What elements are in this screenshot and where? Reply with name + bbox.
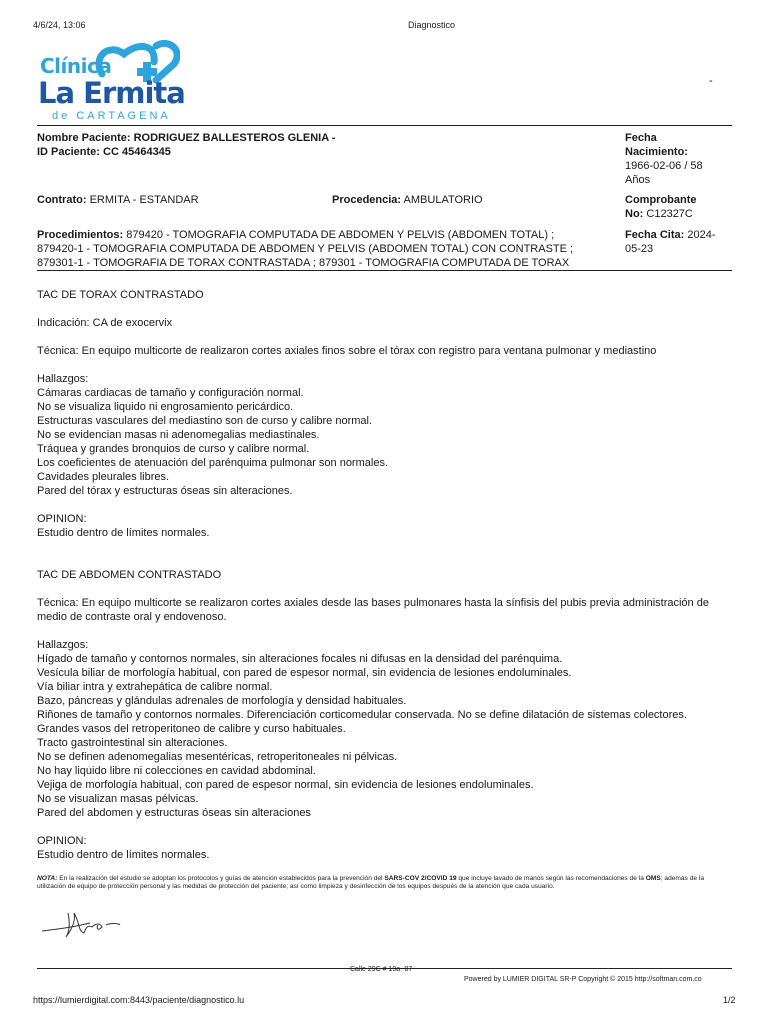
thorax-technique: Técnica: En equipo multicorte de realizaron cortes axiales finos sobre el tórax con registro para ventana pulmonar y mediastino [37,345,657,357]
appointment-date-2: 05-23 [625,243,654,255]
list-item: Vesícula biliar de morfología habitual, con pared de espesor normal, sin evidencia de lesiones endoluminales. [37,667,572,679]
list-item: No se definen adenomegalias mesentéricas, retroperitoneales ni pélvicas. [37,751,398,763]
patient-name-label: Nombre Paciente: [37,132,131,144]
clinic-logo [38,40,188,122]
thorax-findings-title: Hallazgos: [37,373,89,385]
note-bold-1: SARS-COV 2/COVID 19 [384,875,457,882]
birth-label-1: Fecha [625,132,657,144]
procedures-line-2: 879420-1 - TOMOGRAFIA COMPUTADA DE ABDOMEN Y PELVIS (ABDOMEN TOTAL) CON CONTRASTE ; [37,243,574,255]
note-label: NOTA: [37,875,58,882]
origin-label: Procedencia: [332,194,402,206]
contract-label: Contrato: [37,194,87,206]
list-item: Cavidades pleurales libres. [37,471,170,483]
abdomen-findings-title: Hallazgos: [37,639,89,651]
list-item: Tráquea y grandes bronquios de curso y calibre normal. [37,443,310,455]
voucher-label-1: Comprobante [625,194,697,206]
list-item: No se evidencian masas ni adenomegalias mediastinales. [37,429,320,441]
birth-label-2: Nacimiento: [625,146,688,158]
note-text-2: que incluye lavado de manos según las recomendaciones de la [456,875,646,882]
thorax-title: TAC DE TORAX CONTRASTADO [37,289,204,301]
abdomen-opinion-title: OPINION: [37,835,87,847]
procedures-line-1: 879420 - TOMOGRAFIA COMPUTADA DE ABDOMEN Y PELVIS (ABDOMEN TOTAL) ; [126,229,555,241]
voucher-value: C12327C [646,208,693,220]
list-item: No se visualizan masas pélvicas. [37,793,199,805]
patient-rule [37,270,732,271]
list-item: Cámaras cardiacas de tamaño y configuración normal. [37,387,304,399]
logo-cartagena-text: de CARTAGENA [52,110,171,122]
birth-date-block [625,131,703,187]
patient-id-label: ID Paciente: [37,146,100,158]
procedures-block [37,228,617,270]
contract-line [37,193,199,207]
list-item: No hay liquido libre ni colecciones en cavidad abdominal. [37,765,316,777]
print-datetime: 4/6/24, 13:06 [33,20,86,30]
list-item: Riñones de tamaño y contornos normales. Diferenciación corticomedular conservada. No se define dilatación de sistemas colectores. [37,709,687,721]
list-item: Estructuras vasculares del mediastino son de curso y calibre normal. [37,415,373,427]
voucher-block [625,193,697,221]
powered-by: Powered by LUMIER DIGITAL SR-P Copyright © 2015 http://softman.com.co [464,976,702,983]
report-body [37,288,737,862]
birth-age-unit: Años [625,174,651,186]
note-text-1: En la realización del estudio se adoptan los protocolos y guías de atención establecidos para la prevención del [57,875,385,882]
patient-id: CC 45464345 [103,146,171,158]
appointment-date-1: 2024- [687,229,716,241]
print-title: Diagnostico [408,20,456,30]
page-number: 1/2 [723,995,736,1005]
logo-clinica-text: Clínica [40,54,112,78]
abdomen-opinion: Estudio dentro de límites normales. [37,849,210,861]
list-item: Hígado de tamaño y contornos normales, sin alteraciones focales ni difusas en la densidad del parénquima. [37,653,563,665]
appointment-block [625,228,716,256]
indication: Indicación: CA de exocervix [37,317,173,329]
contract-value: ERMITA - ESTANDAR [89,194,199,206]
list-item: Vejiga de morfología habitual, con pared de espesor normal, sin evidencia de lesiones endoluminales. [37,779,534,791]
voucher-label-2: No: [625,208,644,220]
list-item: Pared del tórax y estructuras óseas sin alteraciones. [37,485,293,497]
list-item: Vía biliar intra y extrahepática de calibre normal. [37,681,273,693]
list-item: Tracto gastrointestinal sin alteraciones. [37,737,228,749]
origin-value: AMBULATORIO [403,194,483,206]
patient-id-line [37,145,171,159]
procedures-line-3: 879301-1 - TOMOGRAFIA DE TORAX CONTRASTADA ; 879301 - TOMOGRAFIA COMPUTADA DE TORAX [37,257,570,269]
list-item: Los coeficientes de atenuación del parénquima pulmonar son normales. [37,457,388,469]
abdomen-title: TAC DE ABDOMEN CONTRASTADO [37,569,222,581]
header-rule [37,125,732,126]
note-text-3: ; además de la utilización de equipo de protección personal y las medidas de protección del paciente; así como limpieza y desinfección de los equipos después de la atención que cada usuario. [37,875,704,890]
patient-name-line [37,131,335,145]
list-item: Bazo, páncreas y glándulas adrenales de morfología y densidad habituales. [37,695,407,707]
list-item: Grandes vasos del retroperitoneo de calibre y curso habituales. [37,723,346,735]
appointment-label: Fecha Cita: [625,229,685,241]
abdomen-technique-line-1: Técnica: En equipo multicorte se realizaron cortes axiales desde las bases pulmonares hasta la sínfisis del pubis previa administración de [37,597,709,609]
covid-note [37,875,727,891]
list-item: No se visualiza liquido ni engrosamiento pericárdico. [37,401,294,413]
procedures-label: Procedimientos: [37,229,124,241]
thorax-opinion: Estudio dentro de límites normales. [37,527,210,539]
top-right-mark: - [709,75,713,87]
list-item: Pared del abdomen y estructuras óseas sin alteraciones [37,807,311,819]
footer-address: Calle 29C # 19a- 07 [350,966,413,973]
note-bold-2: OMS [645,875,661,882]
birth-date: 1966-02-06 / 58 [625,160,703,172]
origin-line [332,193,483,207]
thorax-opinion-title: OPINION: [37,513,87,525]
signature [40,905,122,941]
logo-ermita-text: La Ermita [38,76,185,110]
patient-name: RODRIGUEZ BALLESTEROS GLENIA - [133,132,336,144]
page-url: https://lumierdigital.com:8443/paciente/diagnostico.lu [33,995,245,1005]
abdomen-technique-line-2: medio de contraste oral y endovenoso. [37,611,227,623]
